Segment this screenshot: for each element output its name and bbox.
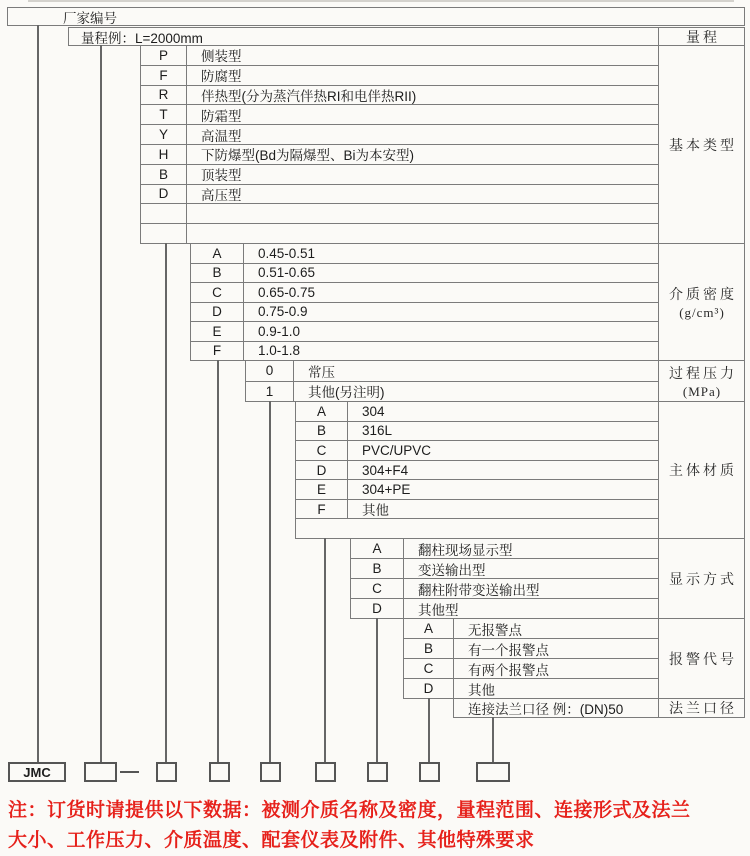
table-row [191,282,658,302]
code-cell: A [191,244,244,263]
desc-cell: 0.75-0.9 [258,304,308,320]
code-box-basic-type [156,762,177,782]
connector-flange [492,717,494,762]
code-cell: E [296,480,348,499]
code-cell: F [191,342,244,361]
desc-cell: 其他(另注明) [308,385,385,401]
category-label-range [658,27,745,46]
desc-cell [187,224,658,243]
code-cell: B [296,422,348,441]
connector-display-mode [376,618,378,762]
table-row [404,619,658,638]
code-cell: 1 [246,382,294,402]
model-prefix-text: JMC [23,764,51,780]
desc-cell: 翻柱附带变送输出型 [418,582,540,598]
density-block [190,243,659,361]
table-row [404,638,658,658]
category-label-density [658,243,745,361]
connector-alarm [428,698,430,762]
connector-basic-type [165,243,167,762]
code-cell [141,204,187,223]
display-mode-block [350,538,659,619]
label-text: 过程压力 [669,366,737,382]
code-cell: C [191,283,244,302]
table-row [351,578,658,598]
desc-cell: 常压 [308,364,335,380]
table-row [141,124,658,144]
code-box-range [84,762,117,782]
code-cell: A [296,402,348,421]
code-cell: D [141,185,187,204]
ordering-note-line2: 大小、工作压力、介质温度、配套仪表及附件、其他特殊要求 [8,830,535,851]
code-box-alarm [419,762,440,782]
desc-cell: 有两个报警点 [468,662,549,678]
desc-cell: 防霜型 [201,108,242,124]
flange-size-text: 连接法兰口径 例：(DN)50 [468,702,624,717]
desc-cell: 其他 [362,503,389,519]
table-row-empty [141,223,658,243]
label-text: 量程 [686,30,720,46]
table-row [246,361,658,381]
code-cell: 0 [246,361,294,381]
desc-cell: 顶装型 [201,168,242,184]
label-text: 报警代号 [669,652,737,668]
code-cell: H [141,145,187,164]
code-box-density [209,762,230,782]
connector-manufacturer [37,25,39,762]
code-cell: P [141,46,187,65]
flange-size-row [453,698,659,718]
code-box-flange [476,762,510,782]
table-row [141,65,658,85]
category-label-basic-type [658,45,745,244]
desc-cell: 304+PE [362,482,411,498]
desc-cell: 0.51-0.65 [258,265,316,281]
code-cell: D [191,303,244,322]
code-cell [141,224,187,243]
label-unit: (g/cm³) [679,304,725,320]
desc-cell: 高压型 [201,187,242,203]
category-label-material [658,401,745,539]
category-label-pressure [658,360,745,402]
desc-cell: 下防爆型(Bd为隔爆型、Bi为本安型) [201,148,415,164]
desc-cell: 翻柱现场显示型 [418,542,513,558]
code-cell: B [404,639,454,658]
code-cell: D [296,461,348,480]
table-row [296,479,658,499]
table-row [191,321,658,341]
manufacturer-number-label: 厂家编号 [63,10,117,26]
code-cell: D [404,679,454,698]
desc-cell: 无报警点 [468,622,522,638]
label-text: 显示方式 [669,572,737,588]
table-row [141,164,658,184]
table-row [351,558,658,578]
code-cell: B [141,165,187,184]
model-dash [120,771,139,773]
code-cell: A [351,539,404,558]
table-row [296,402,658,421]
category-label-display-mode [658,538,745,619]
code-cell: A [404,619,454,638]
desc-cell: 高温型 [201,128,242,144]
connector-density [217,360,219,762]
desc-cell: 304 [362,403,385,419]
table-row-empty [296,518,658,538]
desc-cell: 其他型 [418,602,459,618]
desc-cell: 侧装型 [201,49,242,65]
category-label-alarm [658,618,745,699]
desc-cell: 0.65-0.75 [258,284,316,300]
code-cell: C [351,579,404,598]
range-example-text: 量程例：L=2000mm [81,30,203,46]
desc-cell: 316L [362,423,393,439]
label-text: 法兰口径 [669,702,737,717]
desc-cell: 伴热型(分为蒸汽伴热RI和电伴热RII) [201,89,417,104]
code-cell: B [351,559,404,578]
desc-cell: 1.0-1.8 [258,343,301,359]
desc-cell: 其他 [468,682,495,698]
table-row [404,678,658,698]
alarm-block [403,618,659,699]
pressure-block [245,360,659,402]
table-row [141,184,658,204]
code-box-display-mode [367,762,388,782]
table-row [296,499,658,519]
empty-cell [296,519,658,538]
model-prefix-box [8,762,66,782]
table-row [141,46,658,65]
label-text: 介质密度 [669,287,737,303]
code-cell: D [351,599,404,618]
label-unit: (MPa) [682,383,722,399]
ordering-note [8,796,748,856]
table-row [296,460,658,480]
desc-cell: 变送输出型 [418,562,486,578]
code-cell: B [191,264,244,283]
code-cell: C [404,659,454,678]
table-row [351,598,658,618]
label-text: 主体材质 [669,464,737,479]
table-row [404,658,658,678]
code-cell: F [296,500,348,519]
table-row [191,341,658,361]
table-row [141,85,658,105]
table-row [141,104,658,124]
table-row [191,302,658,322]
connector-pressure [269,401,271,762]
table-row [296,440,658,460]
code-box-material [315,762,336,782]
code-cell: F [141,66,187,85]
table-row [141,144,658,164]
range-example-row [68,27,659,46]
code-cell: E [191,322,244,341]
code-cell: Y [141,125,187,144]
code-cell: C [296,441,348,460]
table-row-empty [141,203,658,223]
desc-cell [187,204,658,223]
desc-cell: PVC/UPVC [362,442,432,458]
label-text: 基本类型 [669,138,737,154]
table-row [191,244,658,263]
desc-cell: 防腐型 [201,69,242,85]
code-cell: T [141,105,187,124]
code-box-pressure [260,762,281,782]
material-block [295,401,659,539]
ordering-note-line1: 注：订货时请提供以下数据：被测介质名称及密度，量程范围、连接形式及法兰 [8,800,691,821]
table-row [246,381,658,402]
desc-cell: 有一个报警点 [468,642,549,658]
category-label-flange [658,698,745,718]
table-row [296,421,658,441]
connector-range [100,45,102,762]
desc-cell: 304+F4 [362,462,409,478]
code-cell: R [141,86,187,105]
connector-material [324,538,326,762]
scan-artifact-line [28,0,734,2]
manufacturer-number-row [7,7,745,26]
desc-cell: 0.9-1.0 [258,323,301,339]
table-row [351,539,658,558]
basic-type-block [140,45,659,244]
desc-cell: 0.45-0.51 [258,245,316,261]
table-row [191,263,658,283]
